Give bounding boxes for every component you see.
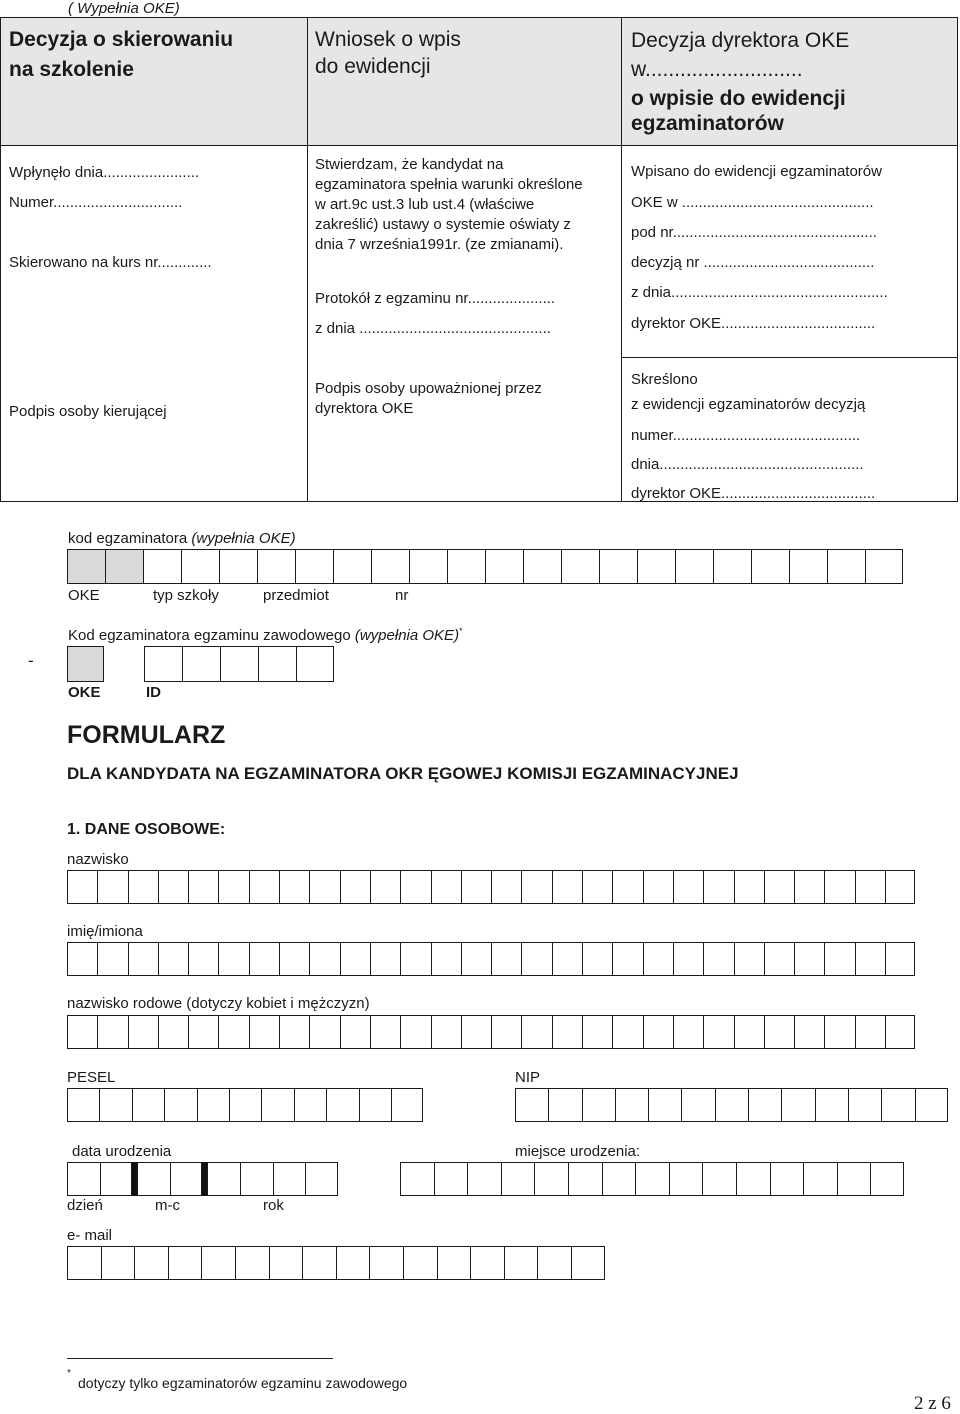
decyzja-nr-field[interactable]: decyzją nr .........................................	[631, 254, 875, 271]
col2-header-line1: Wniosek o wpis	[315, 28, 461, 51]
nazwisko-rodowe-box[interactable]	[673, 1015, 703, 1049]
imie-box[interactable]	[885, 942, 915, 976]
nazwisko-rodowe-box[interactable]	[431, 1015, 461, 1049]
kod-box[interactable]	[713, 549, 751, 584]
wplynelo-field[interactable]: Wpłynęło dnia.......................	[9, 164, 200, 181]
kod-box[interactable]	[599, 549, 637, 584]
miejsce-urodzenia-box[interactable]	[400, 1162, 434, 1196]
nazwisko-box[interactable]	[309, 870, 339, 904]
col-divider-2	[621, 18, 622, 501]
dzien-label: dzień	[67, 1197, 103, 1214]
nip-box[interactable]	[848, 1088, 881, 1122]
pesel-box[interactable]	[229, 1088, 261, 1122]
pesel-box[interactable]	[132, 1088, 164, 1122]
kod-box[interactable]	[409, 549, 447, 584]
nazwisko-rodowe-box[interactable]	[764, 1015, 794, 1049]
nip-boxes	[515, 1088, 948, 1122]
kod-box[interactable]	[485, 549, 523, 584]
kod-legend-oke: OKE	[68, 587, 100, 604]
nazwisko-box[interactable]	[612, 870, 642, 904]
imie-box[interactable]	[431, 942, 461, 976]
nazwisko-rodowe-box[interactable]	[703, 1015, 733, 1049]
podpis-upowaznionej	[315, 379, 542, 419]
skreslono-text: Skreślono	[631, 371, 698, 388]
kod-box[interactable]	[219, 549, 257, 584]
kod-label-text: kod egzaminatora	[68, 530, 192, 547]
skreslono-dnia-field[interactable]: dnia.................................................	[631, 456, 864, 473]
dyrektor-field-2[interactable]: dyrektor OKE.....................................	[631, 485, 876, 502]
col3-header-line2: w...........................	[631, 58, 803, 81]
nazwisko-rodowe-box[interactable]	[400, 1015, 430, 1049]
imie-box[interactable]	[824, 942, 854, 976]
nazwisko-boxes	[67, 870, 915, 904]
nazwisko-box[interactable]	[643, 870, 673, 904]
col1-header	[9, 26, 233, 83]
imie-box[interactable]	[582, 942, 612, 976]
kod-box[interactable]	[523, 549, 561, 584]
podpis-line: Podpis osoby upoważnionej przez	[315, 380, 542, 397]
col2-z-dnia-field[interactable]: z dnia ..............................................	[315, 320, 551, 337]
nip-box[interactable]	[615, 1088, 648, 1122]
nazwisko-rodowe-box[interactable]	[128, 1015, 158, 1049]
miejsce-urodzenia-box[interactable]	[434, 1162, 468, 1196]
nazwisko-rodowe-box[interactable]	[552, 1015, 582, 1049]
email-box[interactable]	[67, 1246, 101, 1280]
pesel-boxes	[67, 1088, 423, 1122]
nazwisko-rodowe-box[interactable]	[612, 1015, 642, 1049]
miejsce-urodzenia-label: miejsce urodzenia:	[515, 1143, 641, 1160]
nip-box[interactable]	[515, 1088, 548, 1122]
pod-nr-field[interactable]: pod nr.................................................	[631, 224, 877, 241]
nazwisko-rodowe-box[interactable]	[885, 1015, 915, 1049]
kod-zaw-id-box[interactable]	[296, 646, 334, 682]
kod-zaw-oke-box[interactable]	[67, 646, 104, 682]
nazwisko-box[interactable]	[128, 870, 158, 904]
statement-line: Stwierdzam, że kandydat na	[315, 156, 504, 173]
miejsce-urodzenia-box[interactable]	[635, 1162, 669, 1196]
imie-box[interactable]	[279, 942, 309, 976]
email-label: e- mail	[67, 1227, 113, 1244]
page-number: 2 z 6	[914, 1393, 951, 1414]
nazwisko-rodowe-box[interactable]	[461, 1015, 491, 1049]
section-title: 1. DANE OSOBOWE:	[67, 821, 226, 838]
nazwisko-box[interactable]	[188, 870, 218, 904]
statement-line: w art.9c ust.3 lub ust.4 (właściwe	[315, 196, 535, 213]
kod-box[interactable]	[257, 549, 295, 584]
imie-box[interactable]	[309, 942, 339, 976]
nazwisko-box[interactable]	[855, 870, 885, 904]
mc-label: m-c	[155, 1197, 180, 1214]
imie-box[interactable]	[461, 942, 491, 976]
email-box[interactable]	[134, 1246, 168, 1280]
data-urodzenia-boxes	[67, 1162, 338, 1196]
email-boxes	[67, 1246, 605, 1280]
fill-note: ( Wypełnia OKE)	[68, 0, 180, 17]
miejsce-urodzenia-box[interactable]	[501, 1162, 535, 1196]
pesel-box[interactable]	[294, 1088, 326, 1122]
kod-zaw-id-box[interactable]	[220, 646, 258, 682]
kod-legend-typ: typ szkoły	[153, 587, 219, 604]
imie-box[interactable]	[97, 942, 127, 976]
wpisano-text: Wpisano do ewidencji egzaminatorów	[631, 163, 882, 180]
nazwisko-rodowe-box[interactable]	[794, 1015, 824, 1049]
email-box[interactable]	[302, 1246, 336, 1280]
nip-box[interactable]	[915, 1088, 948, 1122]
decision-table	[0, 17, 958, 502]
imie-box[interactable]	[340, 942, 370, 976]
nip-box[interactable]	[781, 1088, 814, 1122]
imie-box[interactable]	[158, 942, 188, 976]
data-urodzenia-box[interactable]	[100, 1162, 133, 1196]
nazwisko-box[interactable]	[340, 870, 370, 904]
pesel-box[interactable]	[197, 1088, 229, 1122]
miejsce-urodzenia-box[interactable]	[736, 1162, 770, 1196]
pesel-box[interactable]	[164, 1088, 196, 1122]
kod-legend-przedmiot: przedmiot	[263, 587, 329, 604]
data-urodzenia-box[interactable]	[240, 1162, 273, 1196]
nazwisko-rodowe-label: nazwisko rodowe (dotyczy kobiet i mężczyzn)	[67, 995, 370, 1012]
kod-box[interactable]	[67, 549, 105, 584]
miejsce-urodzenia-box[interactable]	[770, 1162, 804, 1196]
footnote-star: *	[459, 626, 463, 636]
nip-box[interactable]	[548, 1088, 581, 1122]
nazwisko-rodowe-box[interactable]	[521, 1015, 551, 1049]
nip-box[interactable]	[715, 1088, 748, 1122]
email-box[interactable]	[201, 1246, 235, 1280]
numer-field[interactable]: Numer...............................	[9, 194, 183, 211]
dyrektor-field-1[interactable]: dyrektor OKE.....................................	[631, 315, 876, 332]
kod-box[interactable]	[637, 549, 675, 584]
data-urodzenia-box[interactable]	[67, 1162, 100, 1196]
nazwisko-box[interactable]	[582, 870, 612, 904]
skreslono-numer-field[interactable]: numer.............................................	[631, 427, 861, 444]
imie-box[interactable]	[703, 942, 733, 976]
nazwisko-box[interactable]	[764, 870, 794, 904]
imie-box[interactable]	[400, 942, 430, 976]
kod-box[interactable]	[675, 549, 713, 584]
nazwisko-rodowe-box[interactable]	[582, 1015, 612, 1049]
email-box[interactable]	[336, 1246, 370, 1280]
imie-box[interactable]	[734, 942, 764, 976]
nip-box[interactable]	[748, 1088, 781, 1122]
miejsce-urodzenia-box[interactable]	[602, 1162, 636, 1196]
data-urodzenia-box[interactable]	[170, 1162, 203, 1196]
kod-legend-nr: nr	[395, 587, 409, 604]
nip-box[interactable]	[648, 1088, 681, 1122]
z-ewidencji-text: z ewidencji egzaminatorów decyzją	[631, 396, 866, 413]
kod-zaw-label-italic: (wypełnia OKE)	[354, 627, 460, 644]
nazwisko-rodowe-box[interactable]	[855, 1015, 885, 1049]
kod-zaw-id-box[interactable]	[258, 646, 296, 682]
data-urodzenia-box[interactable]	[207, 1162, 240, 1196]
email-box[interactable]	[235, 1246, 269, 1280]
statement-line: zakreślić) ustawy o systemie oświaty z	[315, 216, 571, 233]
statement-line: dnia 7 września1991r. (ze zmianami).	[315, 236, 564, 253]
imie-box[interactable]	[855, 942, 885, 976]
nazwisko-box[interactable]	[824, 870, 854, 904]
nazwisko-rodowe-box[interactable]	[643, 1015, 673, 1049]
kod-label-italic: (wypełnia OKE)	[191, 530, 296, 547]
rok-label: rok	[263, 1197, 284, 1214]
nip-box[interactable]	[881, 1088, 914, 1122]
imie-box[interactable]	[764, 942, 794, 976]
nip-box[interactable]	[815, 1088, 848, 1122]
kod-box[interactable]	[333, 549, 371, 584]
imie-box[interactable]	[370, 942, 400, 976]
nazwisko-rodowe-box[interactable]	[188, 1015, 218, 1049]
imie-box[interactable]	[67, 942, 97, 976]
kod-zaw-legend-oke: OKE	[68, 684, 101, 701]
pesel-box[interactable]	[326, 1088, 358, 1122]
kod-box[interactable]	[371, 549, 409, 584]
kod-boxes	[67, 549, 903, 584]
nazwisko-box[interactable]	[218, 870, 248, 904]
col2-header	[315, 26, 461, 80]
data-urodzenia-box[interactable]	[273, 1162, 306, 1196]
footnote-rule	[67, 1358, 333, 1359]
kod-zaw-legend-id: ID	[146, 684, 161, 701]
col3-divider	[621, 357, 957, 358]
nip-box[interactable]	[582, 1088, 615, 1122]
protokol-field[interactable]: Protokół z egzaminu nr.....................	[315, 290, 556, 307]
kod-box[interactable]	[181, 549, 219, 584]
email-box[interactable]	[537, 1246, 571, 1280]
nazwisko-box[interactable]	[491, 870, 521, 904]
imie-label: imię/imiona	[67, 923, 143, 940]
miejsce-urodzenia-box[interactable]	[702, 1162, 736, 1196]
nazwisko-rodowe-box[interactable]	[279, 1015, 309, 1049]
imie-box[interactable]	[643, 942, 673, 976]
nazwisko-box[interactable]	[885, 870, 915, 904]
nazwisko-box[interactable]	[158, 870, 188, 904]
email-box[interactable]	[437, 1246, 471, 1280]
kod-zaw-label-text: Kod egzaminatora egzaminu zawodowego	[68, 627, 355, 644]
kod-zaw-id-box[interactable]	[182, 646, 220, 682]
nazwisko-box[interactable]	[794, 870, 824, 904]
imie-box[interactable]	[218, 942, 248, 976]
email-box[interactable]	[571, 1246, 605, 1280]
pesel-box[interactable]	[391, 1088, 423, 1122]
kod-box[interactable]	[105, 549, 143, 584]
nazwisko-box[interactable]	[521, 870, 551, 904]
nazwisko-rodowe-box[interactable]	[370, 1015, 400, 1049]
email-box[interactable]	[470, 1246, 504, 1280]
kod-zaw-label	[68, 627, 463, 643]
imie-box[interactable]	[794, 942, 824, 976]
col3-header-line4: egzaminatorów	[631, 112, 784, 135]
kod-zaw-id-box[interactable]	[144, 646, 182, 682]
nazwisko-rodowe-box[interactable]	[218, 1015, 248, 1049]
podpis-kierujacej: Podpis osoby kierującej	[9, 403, 167, 420]
oke-w-field[interactable]: OKE w ..............................................	[631, 194, 874, 211]
imie-box[interactable]	[128, 942, 158, 976]
email-box[interactable]	[269, 1246, 303, 1280]
nazwisko-box[interactable]	[249, 870, 279, 904]
nazwisko-box[interactable]	[370, 870, 400, 904]
nazwisko-rodowe-box[interactable]	[158, 1015, 188, 1049]
data-urodzenia-label: data urodzenia	[72, 1143, 172, 1160]
footnote-star-mark: *	[67, 1368, 71, 1379]
pesel-label: PESEL	[67, 1069, 116, 1086]
email-box[interactable]	[403, 1246, 437, 1280]
data-urodzenia-box[interactable]	[305, 1162, 338, 1196]
nazwisko-rodowe-box[interactable]	[734, 1015, 764, 1049]
imie-box[interactable]	[552, 942, 582, 976]
kod-zaw-id-boxes	[144, 646, 334, 682]
email-box[interactable]	[168, 1246, 202, 1280]
nazwisko-box[interactable]	[431, 870, 461, 904]
imie-box[interactable]	[188, 942, 218, 976]
email-box[interactable]	[504, 1246, 538, 1280]
col2-header-line2: do ewidencji	[315, 55, 431, 78]
nazwisko-label: nazwisko	[67, 851, 129, 868]
kod-box[interactable]	[561, 549, 599, 584]
nazwisko-rodowe-box[interactable]	[309, 1015, 339, 1049]
nazwisko-rodowe-box[interactable]	[824, 1015, 854, 1049]
kod-box[interactable]	[789, 549, 827, 584]
pesel-box[interactable]	[261, 1088, 293, 1122]
nip-box[interactable]	[681, 1088, 714, 1122]
col3-header-line3: o wpisie do ewidencji	[631, 87, 846, 110]
form-subtitle: DLA KANDYDATA NA EGZAMINATORA OKR ĘGOWEJ KOMISJI EGZAMINACYJNEJ	[67, 764, 739, 783]
statement-line: egzaminatora spełnia warunki określone	[315, 176, 583, 193]
col3-z-dnia-field[interactable]: z dnia....................................................	[631, 284, 888, 301]
kandydat-statement	[315, 155, 583, 255]
nazwisko-rodowe-boxes	[67, 1015, 915, 1049]
kod-box[interactable]	[865, 549, 903, 584]
nazwisko-box[interactable]	[552, 870, 582, 904]
nip-label: NIP	[515, 1069, 541, 1086]
kod-box[interactable]	[447, 549, 485, 584]
miejsce-urodzenia-box[interactable]	[568, 1162, 602, 1196]
nazwisko-box[interactable]	[673, 870, 703, 904]
imie-box[interactable]	[491, 942, 521, 976]
footnote-text: dotyczy tylko egzaminatorów egzaminu zawodowego	[78, 1375, 408, 1391]
col1-header-line2: na szkolenie	[9, 58, 134, 81]
nazwisko-box[interactable]	[279, 870, 309, 904]
kod-box[interactable]	[143, 549, 181, 584]
miejsce-urodzenia-boxes	[400, 1162, 904, 1196]
kod-box[interactable]	[751, 549, 789, 584]
nazwisko-box[interactable]	[461, 870, 491, 904]
nazwisko-rodowe-box[interactable]	[340, 1015, 370, 1049]
miejsce-urodzenia-box[interactable]	[467, 1162, 501, 1196]
col3-header-line1: Decyzja dyrektora OKE	[631, 29, 850, 52]
nazwisko-rodowe-box[interactable]	[491, 1015, 521, 1049]
form-title: FORMULARZ	[67, 721, 226, 749]
col-divider-1	[307, 18, 308, 501]
nazwisko-box[interactable]	[67, 870, 97, 904]
podpis-line: dyrektora OKE	[315, 400, 414, 417]
email-box[interactable]	[369, 1246, 403, 1280]
miejsce-urodzenia-box[interactable]	[837, 1162, 871, 1196]
pesel-box[interactable]	[67, 1088, 99, 1122]
data-urodzenia-box[interactable]	[137, 1162, 170, 1196]
miejsce-urodzenia-box[interactable]	[534, 1162, 568, 1196]
nazwisko-box[interactable]	[703, 870, 733, 904]
nazwisko-box[interactable]	[400, 870, 430, 904]
miejsce-urodzenia-box[interactable]	[669, 1162, 703, 1196]
imie-boxes	[67, 942, 915, 976]
kod-label	[68, 531, 296, 546]
miejsce-urodzenia-box[interactable]	[803, 1162, 837, 1196]
imie-box[interactable]	[612, 942, 642, 976]
imie-box[interactable]	[521, 942, 551, 976]
nazwisko-rodowe-box[interactable]	[249, 1015, 279, 1049]
kod-box[interactable]	[827, 549, 865, 584]
imie-box[interactable]	[249, 942, 279, 976]
nazwisko-box[interactable]	[734, 870, 764, 904]
nazwisko-box[interactable]	[97, 870, 127, 904]
kod-box[interactable]	[295, 549, 333, 584]
col1-header-line1: Decyzja o skierowaniu	[9, 28, 234, 51]
nazwisko-rodowe-box[interactable]	[67, 1015, 97, 1049]
imie-box[interactable]	[673, 942, 703, 976]
nazwisko-rodowe-box[interactable]	[97, 1015, 127, 1049]
miejsce-urodzenia-box[interactable]	[870, 1162, 904, 1196]
dash-mark: -	[28, 651, 34, 670]
col3-header	[631, 26, 849, 138]
email-box[interactable]	[101, 1246, 135, 1280]
pesel-box[interactable]	[359, 1088, 391, 1122]
skierowano-field[interactable]: Skierowano na kurs nr.............	[9, 254, 212, 271]
pesel-box[interactable]	[99, 1088, 131, 1122]
